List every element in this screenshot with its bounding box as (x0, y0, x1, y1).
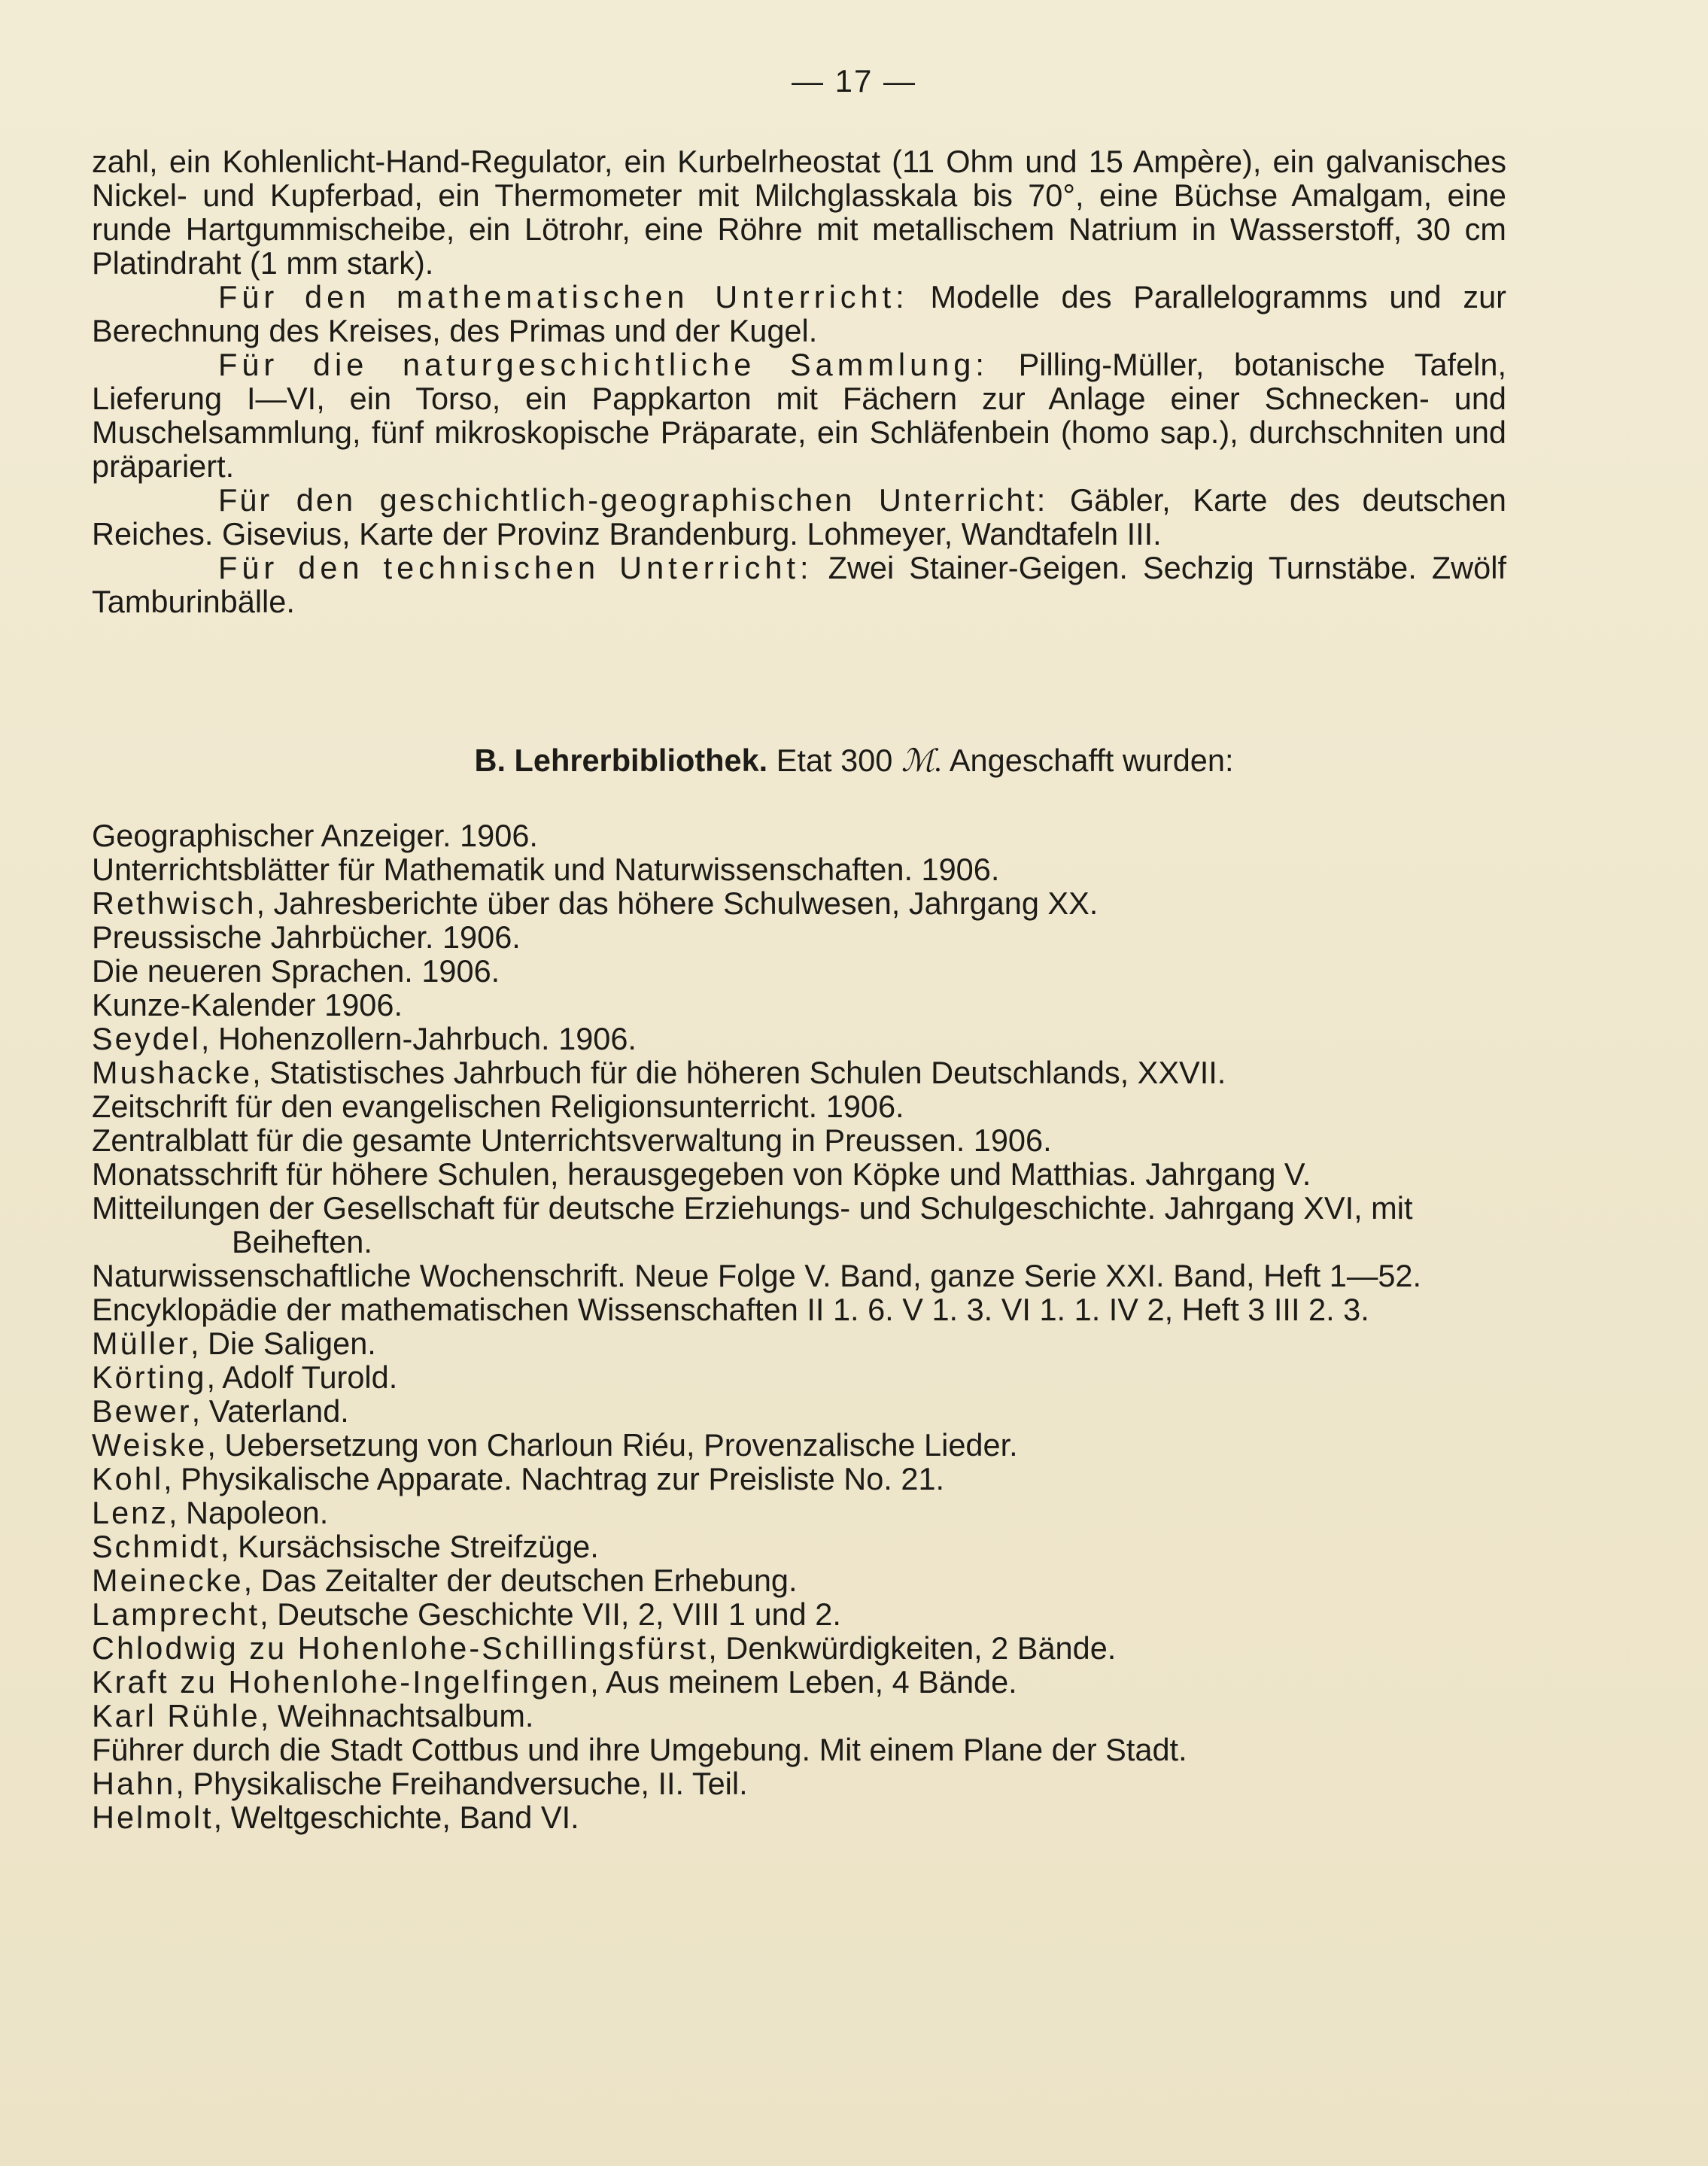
entry-author: Schmidt (92, 1529, 220, 1564)
paragraph-lead: Für den mathematischen Unterricht: (218, 279, 909, 314)
list-item (92, 1259, 1506, 1293)
entry-title: Unterrichtsblätter für Mathematik und Naturwissenschaften. 1906. (92, 852, 1000, 887)
entry-author: Weiske (92, 1427, 208, 1463)
list-item (92, 920, 1506, 954)
list-item (92, 954, 1506, 988)
entry-author: Chlodwig zu Hohenlohe-Schillingsfürst (92, 1630, 709, 1666)
entry-title: , Adolf Turold. (206, 1359, 398, 1395)
entry-title: , Aus meinem Leben, 4 Bände. (590, 1664, 1017, 1700)
list-item (92, 1530, 1506, 1563)
entry-title: Die neueren Sprachen. 1906. (92, 953, 500, 989)
list-item (92, 1326, 1506, 1360)
list-item (92, 1563, 1506, 1597)
list-item (92, 819, 1506, 852)
paragraph-mathematics (92, 280, 1506, 348)
entry-title: Naturwissenschaftliche Wochenschrift. Neue Folge V. Band, ganze Serie XXI. Band, Heft 1—52. (92, 1258, 1422, 1293)
entry-title: , Uebersetzung von Charloun Riéu, Provenzalische Lieder. (207, 1427, 1018, 1463)
entry-title: , Vaterland. (191, 1393, 349, 1429)
entry-author: Lenz (92, 1495, 169, 1530)
section-rest: Angeschafft wurden: (942, 743, 1234, 778)
list-item (92, 1360, 1506, 1394)
entry-title: , Physikalische Freihandversuche, II. Teil. (175, 1766, 748, 1801)
entry-author: Seydel (92, 1021, 201, 1056)
entry-author: Helmolt (92, 1800, 214, 1835)
list-item (92, 886, 1506, 920)
list-item (92, 1157, 1506, 1191)
entry-title: Kunze-Kalender 1906. (92, 987, 403, 1022)
list-item (92, 1056, 1506, 1089)
paragraph-natural-history (92, 348, 1506, 483)
list-item (92, 1293, 1506, 1326)
entry-title: Mitteilungen der Gesellschaft für deutsche Erziehungs- und Schulgeschichte. Jahrgang XVI, mit Beiheften. (92, 1190, 1413, 1259)
entry-author: Karl Rühle (92, 1698, 260, 1733)
library-list (92, 819, 1506, 1834)
entry-title: Zentralblatt für die gesamte Unterrichtsverwaltung in Preussen. 1906. (92, 1122, 1052, 1158)
entry-title: Preussische Jahrbücher. 1906. (92, 919, 521, 955)
paragraph-technical (92, 551, 1506, 618)
entry-title: , Deutsche Geschichte VII, 2, VIII 1 und 2. (260, 1596, 841, 1632)
paragraph-text: Pilling-Müller, botanische Tafeln, Lieferung I—VI, ein Torso, ein Pappkarton mit Fächern zur Anlage einer Schnecken- und Muschelsammlung, fünf mikroskopische Präparate, ein Schläfenbein (homo sap.), durchschniten und präpariert. (92, 347, 1506, 484)
list-item (92, 1123, 1506, 1157)
list-item (92, 1428, 1506, 1462)
list-item (92, 1089, 1506, 1123)
list-item (92, 1733, 1506, 1767)
entry-author: Kohl (92, 1461, 164, 1496)
entry-author: Kraft zu Hohenlohe-Ingelfingen (92, 1664, 591, 1700)
entry-title: , Statistisches Jahrbuch für die höheren Schulen Deutschlands, XXVII. (252, 1055, 1226, 1090)
currency-symbol: ℳ. (901, 743, 943, 778)
section-label: B. Lehrerbibliothek. (474, 743, 768, 778)
list-item (92, 1597, 1506, 1631)
entry-title: Monatsschrift für höhere Schulen, herausgegeben von Köpke und Matthias. Jahrgang V. (92, 1156, 1311, 1192)
paragraph-lead: Für den technischen Unterricht: (218, 550, 813, 585)
entry-title: , Das Zeitalter der deutschen Erhebung. (243, 1563, 798, 1598)
paragraph-text: Gäbler, Karte des deutschen Reiches. Gisevius, Karte der Provinz Brandenburg. Lohmeyer, Wandtafeln III. (92, 482, 1506, 551)
list-item (92, 1767, 1506, 1800)
list-item (92, 1462, 1506, 1496)
entry-author: Körting (92, 1359, 207, 1395)
entry-author: Meinecke (92, 1563, 244, 1598)
list-item (92, 852, 1506, 886)
paragraph-history-geography (92, 483, 1506, 551)
entry-title: , Jahresberichte über das höhere Schulwesen, Jahrgang XX. (256, 886, 1099, 921)
list-item (92, 1496, 1506, 1530)
entry-author: Lamprecht (92, 1596, 260, 1632)
entry-title: , Weltgeschichte, Band VI. (213, 1800, 579, 1835)
list-item (92, 1665, 1506, 1699)
entry-title: Zeitschrift für den evangelischen Religionsunterricht. 1906. (92, 1089, 904, 1124)
paragraph-text: Modelle des Parallelogramms und zur Berechnung des Kreises, des Primas und der Kugel. (92, 279, 1506, 348)
list-item (92, 1699, 1506, 1733)
entry-title: , Hohenzollern-Jahrbuch. 1906. (200, 1021, 637, 1056)
list-item (92, 1800, 1506, 1834)
paragraph-lead: Für den geschichtlich-geographischen Unterricht: (218, 482, 1048, 518)
entry-author: Mushacke (92, 1055, 253, 1090)
entry-title: , Weihnachtsalbum. (260, 1698, 534, 1733)
list-item (92, 1631, 1506, 1665)
page-number: — 17 — (791, 63, 917, 99)
entry-title: Führer durch die Stadt Cottbus und ihre Umgebung. Mit einem Plane der Stadt. (92, 1732, 1187, 1767)
entry-author: Hahn (92, 1766, 176, 1801)
paragraph-physics-continued: zahl, ein Kohlenlicht-Hand-Regulator, ein Kurbelrheostat (11 Ohm und 15 Ampère), ein galvanisches Nickel- und Kupferbad, ein Thermometer mit Milchglasskala bis 70°, eine Büchse Amalgam, eine runde Hartgummischeibe, ein Lötrohr, eine Röhre mit metallischem Natrium in Wasserstoff, 30 cm Platindraht (1 mm stark). (92, 144, 1506, 281)
list-item (92, 1022, 1506, 1056)
section-heading (0, 743, 1708, 778)
entry-author: Bewer (92, 1393, 192, 1429)
entry-title: , Napoleon. (169, 1495, 329, 1530)
entry-author: Müller (92, 1326, 190, 1361)
section-etat: Etat 300 (767, 743, 901, 778)
list-item (92, 1191, 1506, 1259)
entry-title: , Physikalische Apparate. Nachtrag zur Preisliste No. 21. (163, 1461, 945, 1496)
inventory-paragraphs (92, 144, 1506, 618)
entry-title: , Die Saligen. (190, 1326, 376, 1361)
entry-title: , Kursächsische Streifzüge. (220, 1529, 599, 1564)
entry-title: , Denkwürdigkeiten, 2 Bände. (708, 1630, 1117, 1666)
list-item (92, 1394, 1506, 1428)
entry-author: Rethwisch (92, 886, 257, 921)
entry-title: Encyklopädie der mathematischen Wissenschaften II 1. 6. V 1. 3. VI 1. 1. IV 2, Heft 3 III 2. 3. (92, 1292, 1369, 1327)
paragraph-text: Zwei Stainer-Geigen. Sechzig Turnstäbe. Zwölf Tamburinbälle. (92, 550, 1506, 619)
paragraph-lead: Für die naturgeschichtliche Sammlung: (218, 347, 989, 382)
list-item (92, 988, 1506, 1022)
entry-title: Geographischer Anzeiger. 1906. (92, 818, 538, 853)
